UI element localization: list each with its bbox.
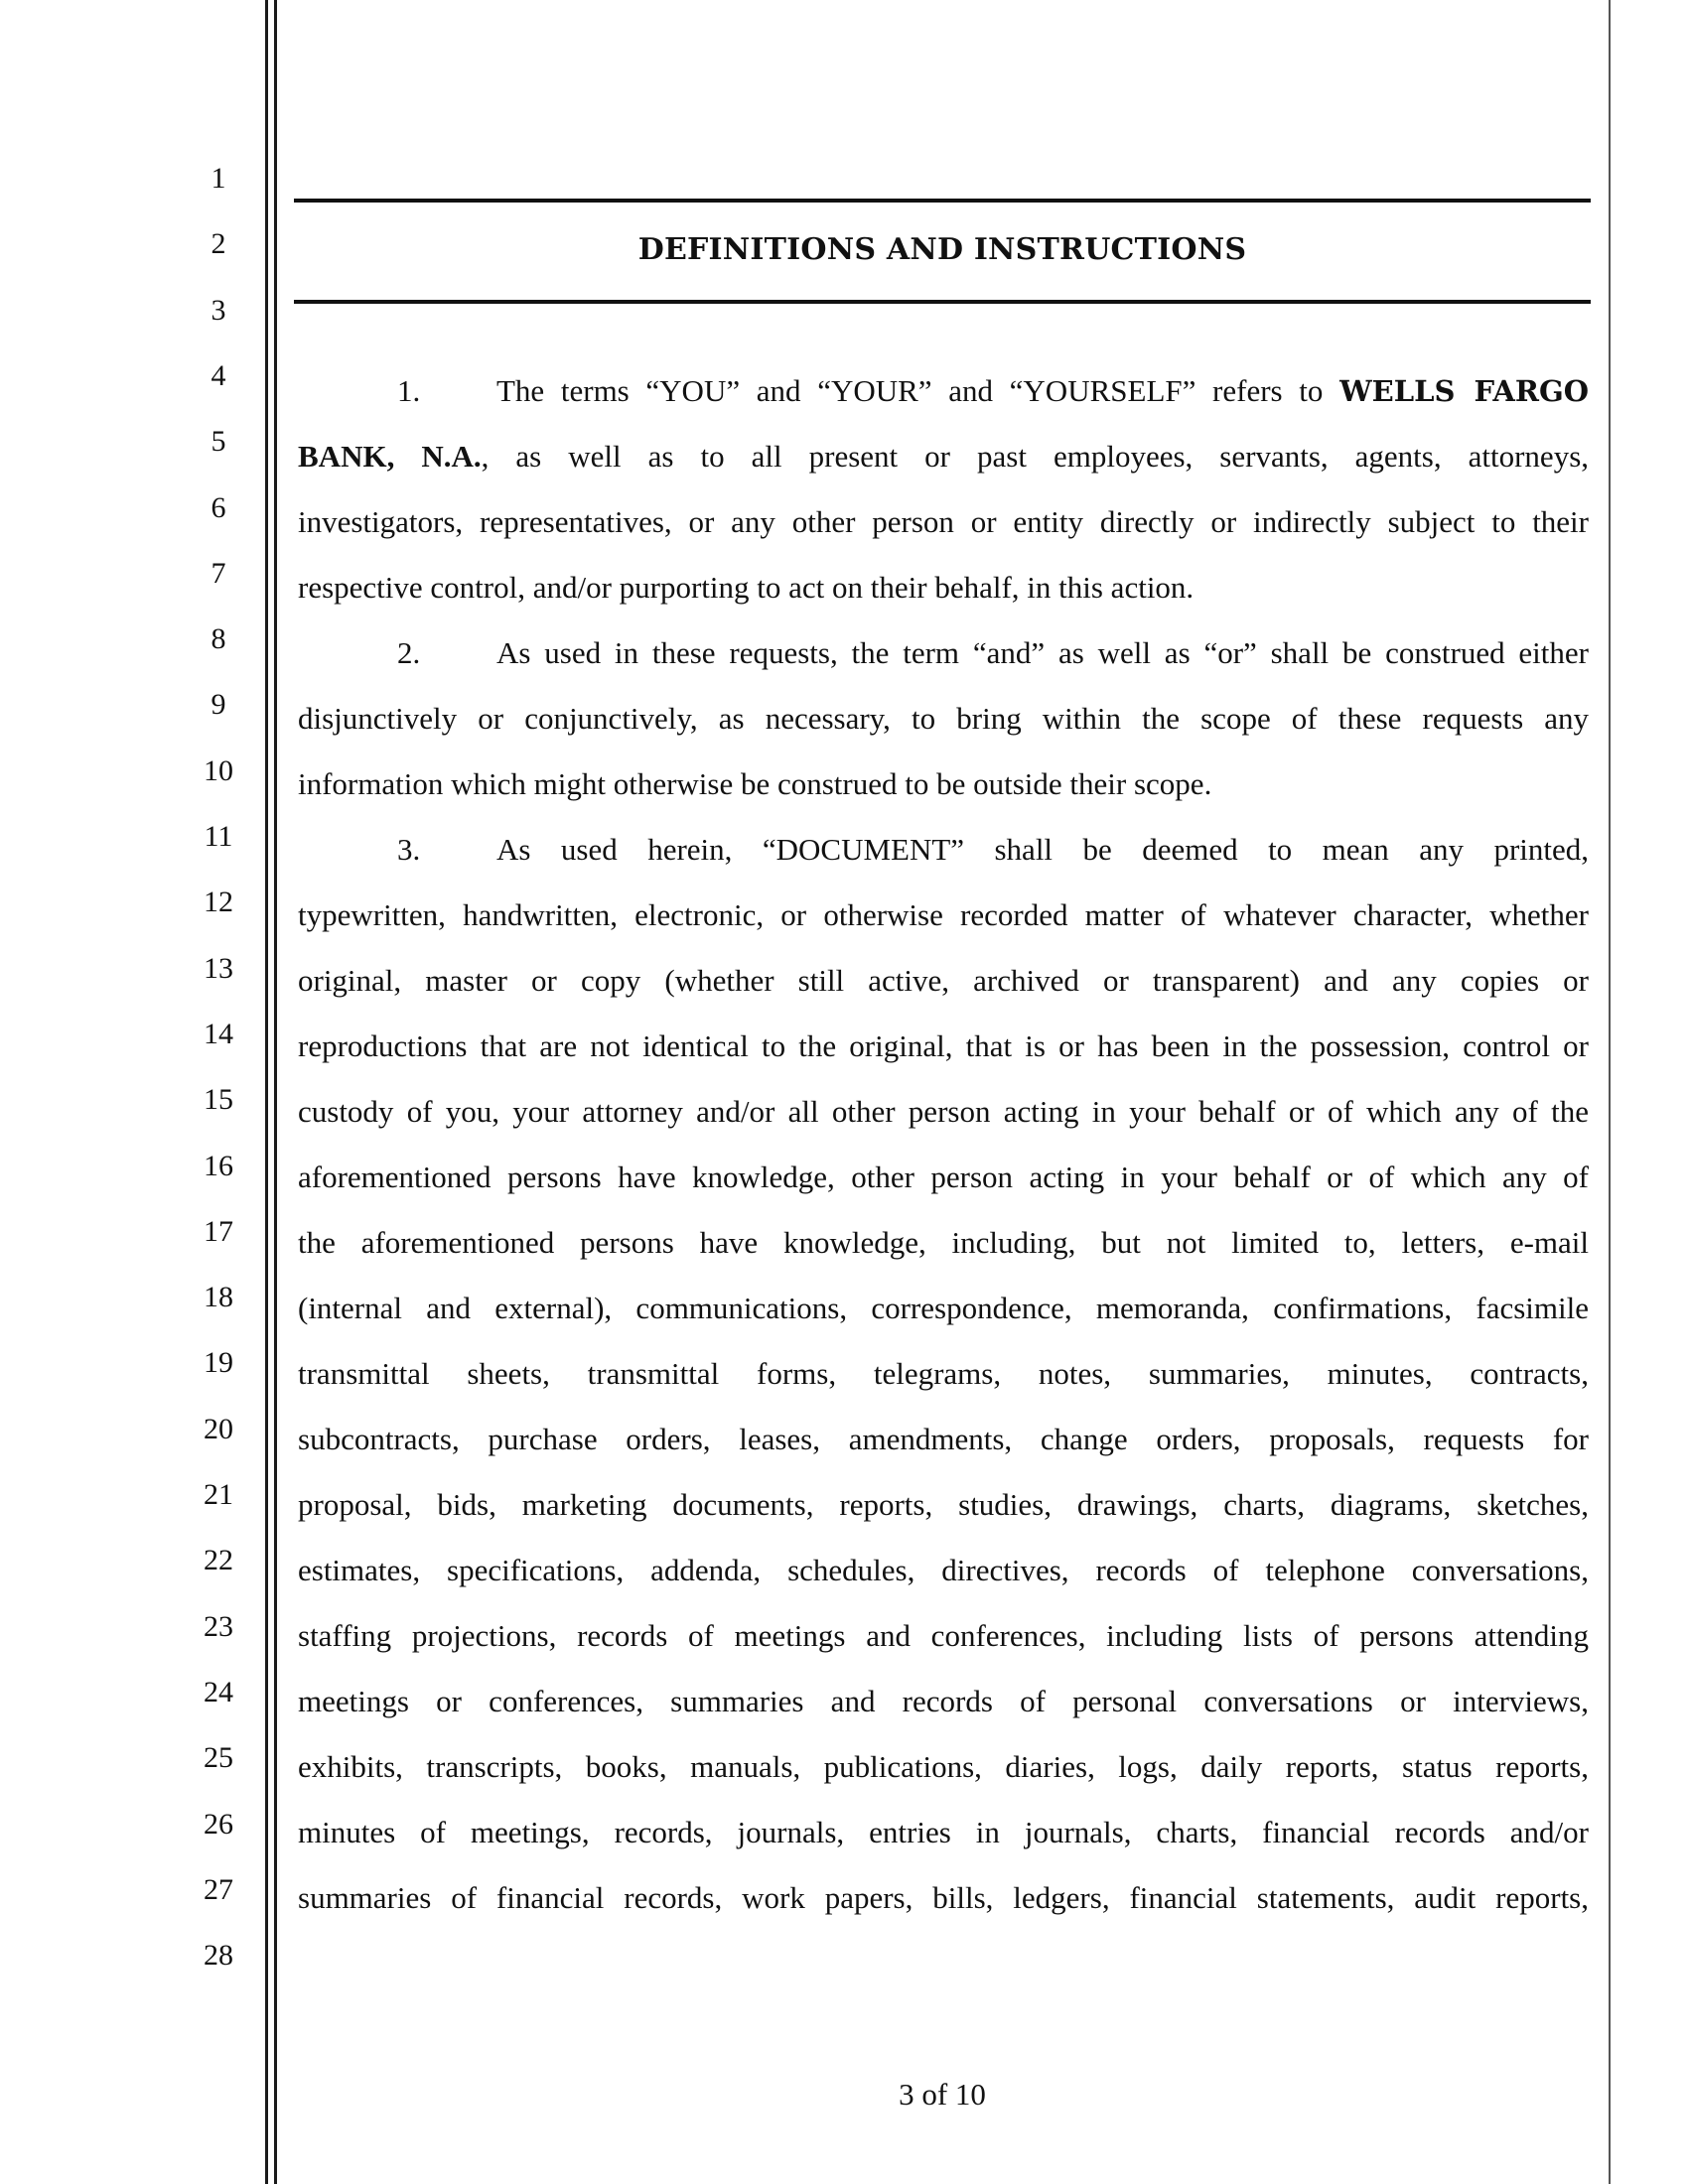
paragraph-number: 2. [397,635,421,670]
paragraph-3-line-11: proposal, bids, marketing documents, reports, studies, drawings, charts, diagrams, sketches, [298,1487,1589,1522]
paragraph-3-line-3: original, master or copy (whether still active, archived or transparent) and any copies or [298,963,1589,998]
line-number: 16 [204,1150,233,1182]
paragraph-3-line-16: minutes of meetings, records, journals, entries in journals, charts, financial records and/or [298,1815,1589,1849]
line-number: 27 [204,1873,233,1906]
heading-bottom-rule [294,300,1591,304]
right-margin-rule [1609,0,1611,2184]
paragraph-3-line-4: reproductions that are not identical to the original, that is or has been in the possession, control or [298,1028,1589,1063]
line-number: 24 [204,1676,233,1708]
line-number: 12 [204,886,233,918]
line-number: 3 [211,294,226,327]
page-number: 3 of 10 [899,2077,986,2112]
paragraph-2-line-1 [397,631,1589,675]
line-number: 18 [204,1281,233,1313]
paragraph-3-line-10: subcontracts, purchase orders, leases, amendments, change orders, proposals, requests for [298,1422,1589,1456]
paragraph-1-line-1 [397,369,1589,413]
text-run: As used herein, “DOCUMENT” shall be deemed to mean any printed, [496,832,1589,867]
line-number: 9 [211,688,226,721]
line-number: 13 [204,952,233,985]
defined-party-name: BANK, N.A. [298,439,482,474]
line-number: 17 [204,1215,233,1248]
line-number: 11 [204,820,233,853]
paragraph-3-line-8: (internal and external), communications, correspondence, memoranda, confirmations, facsimile [298,1291,1589,1325]
paragraph-3-line-5: custody of you, your attorney and/or all other person acting in your behalf or of which any of the [298,1094,1589,1129]
line-number: 23 [204,1610,233,1643]
line-number: 2 [211,227,226,260]
paragraph-1-line-4: respective control, and/or purporting to act on their behalf, in this action. [298,570,1195,605]
text-run: , as well as to all present or past employees, servants, agents, attorneys, [481,439,1590,474]
line-number: 5 [211,425,226,458]
paragraph-3-line-2: typewritten, handwritten, electronic, or otherwise recorded matter of whatever character, whether [298,897,1589,932]
paragraph-3-line-13: staffing projections, records of meetings and conferences, including lists of persons attending [298,1618,1589,1653]
left-margin-rule [265,0,268,2184]
line-number: 15 [204,1083,233,1116]
line-number: 7 [211,557,226,590]
line-number: 25 [204,1741,233,1774]
text-run: The terms “YOU” and “YOUR” and “YOURSELF” refers to [496,373,1340,408]
paragraph-3-line-12: estimates, specifications, addenda, schedules, directives, records of telephone conversations, [298,1553,1589,1587]
paragraph-number: 1. [397,373,421,408]
paragraph-1-line-2 [298,435,1589,478]
line-number: 21 [204,1478,233,1511]
paragraph-3-line-7: the aforementioned persons have knowledge, including, but not limited to, letters, e-mail [298,1225,1589,1260]
line-number: 26 [204,1808,233,1841]
paragraph-3-line-15: exhibits, transcripts, books, manuals, publications, diaries, logs, daily reports, status reports, [298,1749,1589,1784]
paragraph-3-line-14: meetings or conferences, summaries and records of personal conversations or interviews, [298,1684,1589,1718]
paragraph-1-line-3: investigators, representatives, or any other person or entity directly or indirectly subject to their [298,504,1589,539]
defined-party-name: WELLS FARGO [1339,374,1589,408]
paragraph-3-line-1 [397,828,1589,872]
paragraph-2-line-3: information which might otherwise be construed to be outside their scope. [298,766,1212,801]
line-number: 20 [204,1413,233,1445]
line-number: 19 [204,1346,233,1379]
heading-top-rule [294,199,1591,203]
line-number: 28 [204,1939,233,1972]
text-run: As used in these requests, the term “and” as well as “or” shall be construed either [496,635,1589,670]
paragraph-3-line-17: summaries of financial records, work papers, bills, ledgers, financial statements, audit reports, [298,1880,1589,1915]
paragraph-3-line-6: aforementioned persons have knowledge, other person acting in your behalf or of which any of [298,1160,1589,1194]
line-number: 6 [211,491,226,524]
paragraph-number: 3. [397,832,421,867]
line-number: 4 [211,359,226,392]
line-number: 10 [204,754,233,787]
line-number: 1 [211,162,226,195]
left-margin-rule-inner [274,0,277,2184]
line-number: 22 [204,1544,233,1576]
line-number: 8 [211,622,226,655]
paragraph-3-line-9: transmittal sheets, transmittal forms, telegrams, notes, summaries, minutes, contracts, [298,1356,1589,1391]
paragraph-2-line-2: disjunctively or conjunctively, as necessary, to bring within the scope of these requests any [298,701,1589,736]
section-heading: DEFINITIONS AND INSTRUCTIONS [637,232,1247,267]
line-number: 14 [204,1018,233,1050]
